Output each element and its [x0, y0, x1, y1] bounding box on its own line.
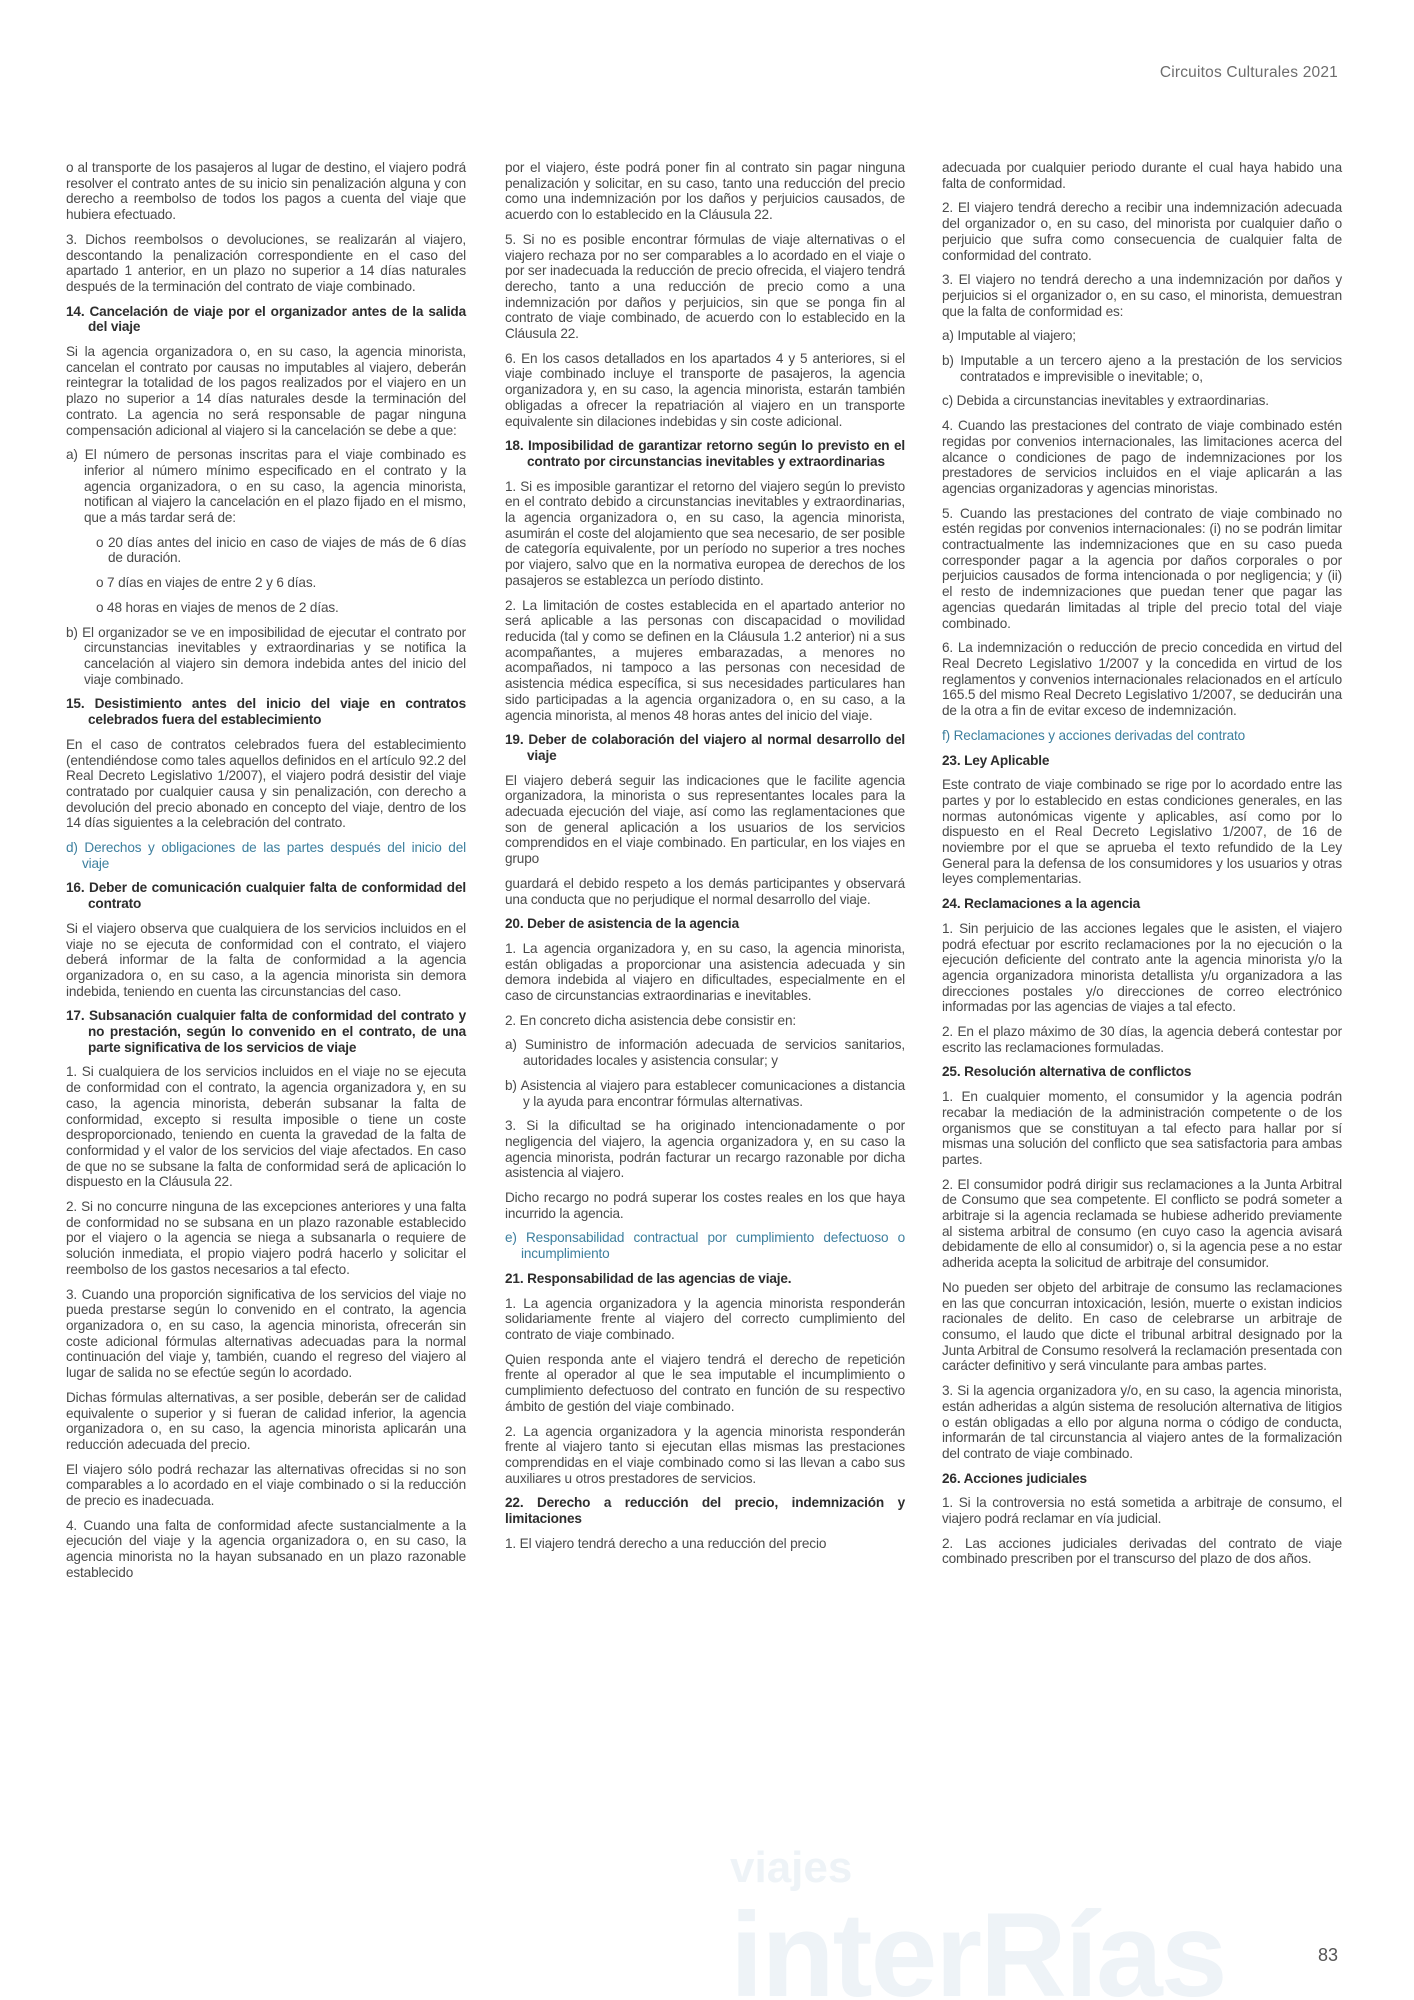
- clause-heading: 23. Ley Aplicable: [942, 752, 1050, 768]
- page-number: 83: [1317, 1945, 1338, 1965]
- svg-text:interRías: interRías: [730, 1888, 1226, 2000]
- paragraph: 2. La limitación de costes establecida en el apartado anterior no será aplicable a las personas con discapacidad o movilidad reducida (tal y como se definen en la Cláusula 1.2 anterior) ni a sus acompañantes, a mujeres embarazadas, a menores no acompañados, ni tampoco a las personas con necesidad de asistencia médica específica, si sus necesidades particulares han sido participadas a la agencia organizadora o, en su caso, a la agencia minorista, al menos 48 horas antes del inicio del viaje.: [505, 597, 905, 723]
- paragraph: Si la agencia organizadora o, en su caso, la agencia minorista, cancelan el contrato por causas no imputables al viajero, deberán reintegrar la totalidad de los pagos realizados por el viajero en un plazo no superior a 14 días naturales desde la terminación del contrato. La agencia no será responsable de pagar ninguna compensación adicional al viajero si la cancelación se debe a que:: [66, 344, 466, 438]
- paragraph: 6. La indemnización o reducción de precio concedida en virtud del Real Decreto Legislativo 1/2007 y la concedida en virtud de los reglamentos y convenios internacionales relacionados en el artículo 165.5 del mismo Real Decreto Legislativo 1/2007, se deducirán una de la otra a fin de evitar exceso de indemnización.: [942, 640, 1342, 719]
- paragraph: 5. Si no es posible encontrar fórmulas de viaje alternativas o el viajero rechaza por no ser comparables a lo acordado en el viaje o por ser inadecuada la reducción de precio ofrecida, el viajero tendrá derecho, tanto a una reducción de precio como a una indemnización por daños y perjuicios, sin que se ponga fin al contrato de viaje combinado, de acuerdo con lo establecido en la Cláusula 22.: [505, 231, 905, 342]
- paragraph: En el caso de contratos celebrados fuera del establecimiento (entendiéndose como tales aquellos definidos en el artículo 92.2 del Real Decreto Legislativo 1/2007), el viajero podrá desistir del viaje contratado por cualquier causa y sin penalización, con derecho a devolución del precio abonado en concepto del viaje, dentro de los 14 días siguientes a la celebración del contrato.: [66, 736, 466, 831]
- column-2: [505, 160, 905, 1560]
- paragraph: Si el viajero observa que cualquiera de los servicios incluidos en el viaje no se ejecuta de conformidad con el contrato, el viajero deberá informar de la falta de conformidad a la agencia organizadora o, en su caso, a la agencia minorista sin demora indebida, teniendo en cuenta las circunstancias del caso.: [66, 920, 466, 999]
- paragraph: 6. En los casos detallados en los apartados 4 y 5 anteriores, si el viaje combinado incluye el transporte de pasajeros, la agencia organizadora y, en su caso, la agencia minorista, estarán también obligadas a ofrecer la repatriación al viajero en un transporte equivalente sin dilaciones indebidas y sin coste adicional.: [505, 350, 905, 429]
- paragraph: Este contrato de viaje combinado se rige por lo acordado entre las partes y por lo establecido en estas condiciones generales, en las normas autonómicas vigente y aplicables, así como por lo dispuesto en el Real Decreto Legislativo 1/2007, de 16 de noviembre por el que se aprueba el texto refundido de la Ley General para la defensa de los consumidores y los usuarios y otras leyes complementarias.: [942, 777, 1342, 887]
- paragraph: 3. Si la dificultad se ha originado intencionadamente o por negligencia del viajero, la agencia organizadora y, en su caso la agencia minorista, podrán facturar un recargo razonable por dicha asistencia al viajero.: [505, 1118, 905, 1181]
- list-item: b) Imputable a un tercero ajeno a la prestación de los servicios contratados e imprevisible o inevitable; o,: [942, 353, 1342, 384]
- paragraph: El viajero deberá seguir las indicaciones que le facilite agencia organizadora, la minorista o sus representantes locales para la adecuada ejecución del viaje, así como las reglamentaciones que son de general aplicación a los usuarios de los servicios comprendidos en el viaje combinado. En particular, en los viajes en grupo: [505, 772, 905, 867]
- paragraph: No pueden ser objeto del arbitraje de consumo las reclamaciones en las que concurran intoxicación, lesión, muerte o existan indicios racionales de delito. En caso de celebrarse un arbitraje de consumo, el laudo que dicte el tribunal arbitral designado por la Junta Arbitral de Consumo resolverá la reclamación presentada con carácter definitivo y será vinculante para ambas partes.: [942, 1279, 1342, 1374]
- paragraph: Dicho recargo no podrá superar los costes reales en los que haya incurrido la agencia.: [505, 1190, 905, 1221]
- paragraph: 2. Si no concurre ninguna de las excepciones anteriores y una falta de conformidad no se subsana en un plazo razonable establecido por el viajero o la agencia se niega a subsanarla o requiere de solución inmediata, el propio viajero podrá hacerlo y solicitar el reembolso de los gastos necesarios a tal efecto.: [66, 1199, 466, 1277]
- paragraph: 2. La agencia organizadora y la agencia minorista responderán frente al viajero tanto si ejecutan ellas mismas las prestaciones comprendidas en el viaje combinado como si las llevan a cabo sus auxiliares u otros prestadores de servicios.: [505, 1423, 905, 1486]
- paragraph: 1. Si es imposible garantizar el retorno del viajero según lo previsto en el contrato debido a circunstancias inevitables y extraordinarias, la agencia organizadora o, en su caso, la agencia minorista, asumirán el coste del alojamiento que sea necesario, de ser posible de categoría equivalente, por un período no superior a tres noches por viajero, salvo que en la normativa europea de derechos de los pasajeros se establezca un período distinto.: [505, 478, 905, 588]
- paragraph: o al transporte de los pasajeros al lugar de destino, el viajero podrá resolver el contrato antes de su inicio sin penalización alguna y con derecho a reembolso de todos los pagos a cuenta del viaje que hubiera efectuado.: [66, 160, 466, 223]
- paragraph: 3. Si la agencia organizadora y/o, en su caso, la agencia minorista, están adheridas a algún sistema de resolución alternativa de litigios o están obligadas a ello por alguna norma o código de conducta, informarán de tal circunstancia al viajero antes de la formalización del contrato de viaje combinado.: [942, 1383, 1342, 1461]
- paragraph: 1. La agencia organizadora y la agencia minorista responderán solidariamente frente al viajero del correcto cumplimiento del contrato de viaje combinado.: [505, 1295, 905, 1342]
- clause-heading: 19. Deber de colaboración del viajero al normal desarrollo del viaje: [505, 732, 905, 763]
- clause-heading: 17. Subsanación cualquier falta de conformidad del contrato y no prestación, según lo convenido en el contrato, de una parte significativa de los servicios de viaje: [66, 1008, 466, 1055]
- paragraph: 1. Si la controversia no está sometida a arbitraje de consumo, el viajero podrá reclamar en vía judicial.: [942, 1495, 1342, 1527]
- clause-heading: 21. Responsabilidad de las agencias de viaje.: [505, 1270, 792, 1286]
- paragraph: Quien responda ante el viajero tendrá el derecho de repetición frente al operador al que le sea imputable el incumplimiento o cumplimiento defectuoso del contrato en función de su respectivo ámbito de gestión del viaje combinado.: [505, 1351, 905, 1414]
- paragraph: 3. Dichos reembolsos o devoluciones, se realizarán al viajero, descontando la penalización correspondiente en el caso del apartado 1 anterior, en un plazo no superior a 14 días naturales después de la terminación del contrato de viaje combinado.: [66, 231, 466, 294]
- clause-heading: 14. Cancelación de viaje por el organizador antes de la salida del viaje: [66, 303, 466, 335]
- running-header: Circuitos Culturales 2021: [1159, 64, 1338, 81]
- paragraph: 5. Cuando las prestaciones del contrato de viaje combinado no estén regidas por convenios internacionales: (i) no se podrán limitar contractualmente las indemnizaciones que en su caso pueda corresponder pagar a la agencia por daños corporales o por perjuicios causados de forma intencionada o por negligencia; y (ii) el resto de indemnizaciones que puedan tener que pagar las agencias quedarán limitadas al triple del precio total del viaje combinado.: [942, 505, 1342, 631]
- paragraph: 1. En cualquier momento, el consumidor y la agencia podrán recabar la mediación de la administración competente o de los organismos que se constituyan a tal efecto para hallar por sí mismas una solución del conflicto que sea satisfactoria para ambas partes.: [942, 1089, 1342, 1167]
- paragraph: 2. El viajero tendrá derecho a recibir una indemnización adecuada del organizador o, en su caso, del minorista por cualquier daño o perjuicio que sufra como consecuencia de cualquier falta de conformidad del contrato.: [942, 200, 1342, 263]
- paragraph: Dichas fórmulas alternativas, a ser posible, deberán ser de calidad equivalente o superior y si fueran de calidad inferior, la agencia organizadora o, en su caso, la agencia minorista aplicarán una reducción adecuada del precio.: [66, 1389, 466, 1452]
- list-item: a) Suministro de información adecuada de servicios sanitarios, autoridades locales y asistencia consular; y: [505, 1037, 905, 1069]
- svg-text:viajes: viajes: [730, 1843, 853, 1892]
- watermark-logo: [560, 1838, 1414, 2000]
- sub-list-item: o 20 días antes del inicio en caso de viajes de más de 6 días de duración.: [96, 534, 466, 566]
- paragraph: guardará el debido respeto a los demás participantes y observará una conducta que no perjudique el normal desarrollo del viaje.: [505, 875, 905, 907]
- list-item: c) Debida a circunstancias inevitables y extraordinarias.: [942, 393, 1269, 409]
- paragraph: 2. En concreto dicha asistencia debe consistir en:: [505, 1012, 796, 1028]
- clause-heading: 20. Deber de asistencia de la agencia: [505, 916, 739, 932]
- paragraph: 1. Si cualquiera de los servicios incluidos en el viaje no se ejecuta de conformidad con el contrato, la agencia organizadora y, en su caso, la agencia minorista, deberán subsanar la falta de conformidad, excepto si resulta imposible o tiene un coste desproporcionado, teniendo en cuenta la gravedad de la falta de conformidad y el valor de los servicios del viaje afectados. En caso de que no se subsane la falta de conformidad será de aplicación lo dispuesto en la Cláusula 22.: [66, 1064, 466, 1190]
- sub-list-item: o 7 días en viajes de entre 2 y 6 días.: [96, 575, 317, 591]
- paragraph: adecuada por cualquier periodo durante el cual haya habido una falta de conformidad.: [942, 160, 1342, 191]
- paragraph: 1. La agencia organizadora y, en su caso, la agencia minorista, están obligadas a proporcionar una asistencia adecuada y sin demora indebida al viajero en dificultades, especialmente en el caso de circunstancias extraordinarias e inevitables.: [505, 940, 905, 1004]
- list-item: b) El organizador se ve en imposibilidad de ejecutar el contrato por circunstancias inevitables y extraordinarias y se notifica la cancelación al viajero sin demora indebida antes del inicio del viaje combinado.: [66, 624, 466, 687]
- clause-heading: 16. Deber de comunicación cualquier falta de conformidad del contrato: [66, 880, 466, 912]
- paragraph: 2. El consumidor podrá dirigir sus reclamaciones a la Junta Arbitral de Consumo que sea competente. El conflicto se podrá someter a arbitraje si la agencia reclamada se hubiese adherido previamente al sistema arbitral de consumo (en cuyo caso la agencia avisará debidamente de ello al consumidor) o, si la agencia pese a no estar adherida acepta la solicitud de arbitraje del consumidor.: [942, 1176, 1342, 1271]
- sub-list-item: o 48 horas en viajes de menos de 2 días.: [96, 599, 339, 615]
- paragraph: 3. Cuando una proporción significativa de los servicios del viaje no pueda prestarse según lo convenido en el contrato, la agencia organizadora o, en su caso, la agencia minorista, ofrecerán sin coste adicional fórmulas alternativas adecuadas para la normal continuación del viaje y, también, cuando el regreso del viajero al lugar de salida no se efectúe según lo acordado.: [66, 1286, 466, 1381]
- list-item: a) Imputable al viajero;: [942, 328, 1076, 344]
- clause-heading: 15. Desistimiento antes del inicio del viaje en contratos celebrados fuera del establecimiento: [66, 696, 466, 728]
- paragraph: por el viajero, éste podrá poner fin al contrato sin pagar ninguna penalización y solicitar, en su caso, tanto una reducción del precio como una indemnización por los daños y perjuicios causados, de acuerdo con lo establecido en la Cláusula 22.: [505, 160, 905, 223]
- paragraph: El viajero sólo podrá rechazar las alternativas ofrecidas si no son comparables a lo acordado en el viaje combinado o si la reducción de precio es inadecuada.: [66, 1461, 466, 1509]
- column-1: [66, 160, 466, 1590]
- clause-heading: 22. Derecho a reducción del precio, indemnización y limitaciones: [505, 1495, 905, 1527]
- section-heading: d) Derechos y obligaciones de las partes después del inicio del viaje: [66, 840, 466, 871]
- clause-heading: 26. Acciones judiciales: [942, 1470, 1087, 1486]
- clause-heading: 18. Imposibilidad de garantizar retorno según lo previsto en el contrato por circunstancias inevitables y extraordinarias: [505, 438, 905, 469]
- paragraph: 2. En el plazo máximo de 30 días, la agencia deberá contestar por escrito las reclamaciones formuladas.: [942, 1024, 1342, 1055]
- paragraph: 1. Sin perjuicio de las acciones legales que le asisten, el viajero podrá efectuar por escrito reclamaciones por la no ejecución o la ejecución deficiente del contrato ante la agencia minorista y/o la agencia organizadora minorista detallista y/u organizadora a las direcciones postales y/o direcciones de correo electrónico informadas por las agencias de viajes a tal efecto.: [942, 920, 1342, 1015]
- section-heading: f) Reclamaciones y acciones derivadas del contrato: [942, 727, 1246, 743]
- paragraph: 4. Cuando una falta de conformidad afecte sustancialmente a la ejecución del viaje y la agencia organizadora o, en su caso, la agencia minorista no la hayan subsanado en un plazo razonable establecido: [66, 1517, 466, 1580]
- list-item: b) Asistencia al viajero para establecer comunicaciones a distancia y la ayuda para encontrar fórmulas alternativas.: [505, 1077, 905, 1109]
- clause-heading: 25. Resolución alternativa de conflictos: [942, 1064, 1192, 1080]
- clause-heading: 24. Reclamaciones a la agencia: [942, 896, 1141, 912]
- paragraph: 3. El viajero no tendrá derecho a una indemnización por daños y perjuicios si el organizador o, en su caso, el minorista, demuestran que la falta de conformidad es:: [942, 272, 1342, 319]
- section-heading: e) Responsabilidad contractual por cumplimiento defectuoso o incumplimiento: [505, 1230, 905, 1262]
- paragraph: 2. Las acciones judiciales derivadas del contrato de viaje combinado prescriben por el transcurso del plazo de dos años.: [942, 1535, 1342, 1567]
- list-item: a) El número de personas inscritas para el viaje combinado es inferior al número mínimo especificado en el contrato y la agencia organizadora, o en su caso, la agencia minorista, notifican al viajero la cancelación en el plazo fijado en el mismo, que a más tardar será de:: [66, 447, 466, 526]
- paragraph: 4. Cuando las prestaciones del contrato de viaje combinado estén regidas por convenios internacionales, las limitaciones acerca del alcance o condiciones de pago de indemnizaciones por los prestadores de servicios incluidos en el viaje aplicarán a las agencias organizadoras y agencias minoristas.: [942, 418, 1342, 496]
- column-3: [942, 160, 1342, 1576]
- paragraph: 1. El viajero tendrá derecho a una reducción del precio: [505, 1535, 827, 1551]
